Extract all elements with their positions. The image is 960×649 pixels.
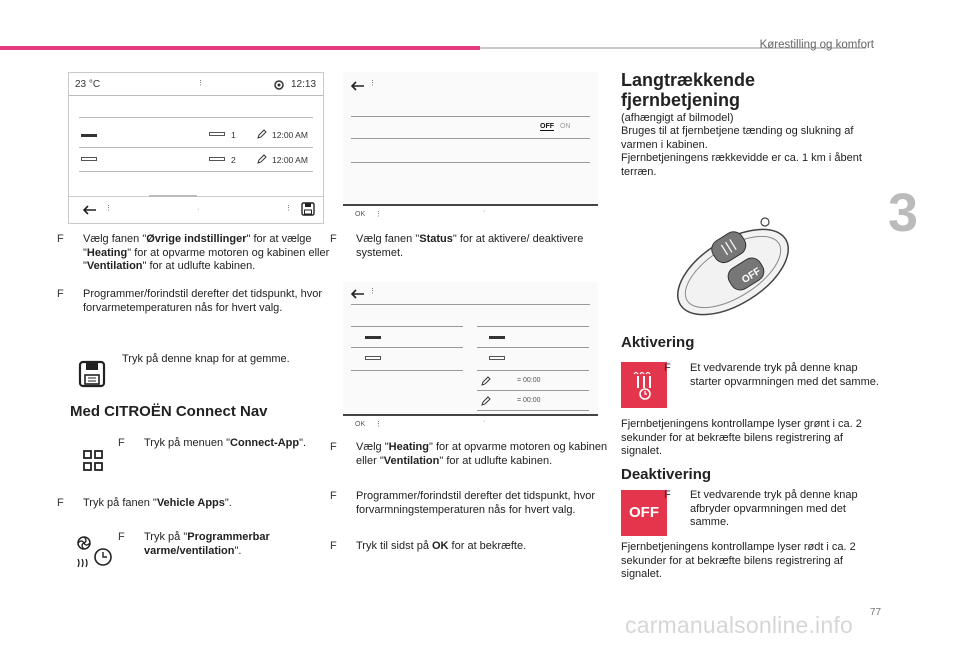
bullet-icon: F: [330, 490, 337, 502]
divider: [79, 171, 313, 172]
chapter-number: 3: [888, 183, 919, 243]
dot-separator: ·: [483, 208, 486, 215]
divider: [477, 410, 589, 411]
program-2-mode[interactable]: [209, 157, 225, 161]
section-title: Kørestilling og komfort: [759, 39, 874, 51]
heading-activation: Aktivering: [621, 334, 695, 351]
watermark: carmanualsonline.info: [625, 612, 853, 638]
instruction-connect-app: F Tryk på menuen "Connect-App".: [118, 437, 307, 449]
menu-dots-icon[interactable]: ⋮: [375, 421, 382, 428]
dot-separator: ·: [483, 418, 486, 425]
heating-ventilation-icon: [74, 533, 114, 569]
menu-dots-icon[interactable]: ⋮: [369, 80, 376, 87]
screen-footer: [343, 414, 598, 434]
divider: [351, 162, 590, 163]
deactivation-lamp-note: Fjernbetjeningens kontrollampe lyser rødt i ca. 2 sekunder for at bekræfte bilens registrering af signalet.: [621, 541, 856, 580]
settings-gear-icon[interactable]: [273, 79, 285, 91]
program-1-toggle[interactable]: [81, 134, 97, 137]
tab-indicator: [149, 195, 197, 197]
program-time-1[interactable]: = 00:00: [517, 377, 541, 384]
edit-pencil-icon[interactable]: [257, 129, 267, 139]
program-1-mode[interactable]: [209, 132, 225, 136]
instruction-program-preheat: F Programmer/forindstil derefter det tidspunkt, hvor forvarmningstemperaturen nås for hvert valg.: [330, 490, 596, 516]
instruction-confirm-ok: F Tryk til sidst på OK for at bekræfte.: [330, 540, 527, 552]
page-title: Langtrækkende fjernbetjening: [621, 70, 756, 110]
bullet-icon: F: [664, 489, 671, 501]
connect-app-grid-icon: [83, 450, 103, 472]
off-on-switch[interactable]: [540, 123, 580, 133]
edit-pencil-icon[interactable]: [481, 376, 491, 386]
divider: [351, 138, 590, 139]
divider: [69, 95, 323, 96]
program-1-time[interactable]: 12:00 AM: [272, 130, 308, 140]
back-arrow-icon[interactable]: [351, 80, 365, 92]
temperature-readout: 23 °C: [75, 79, 101, 90]
divider: [79, 147, 313, 148]
screen-body: [343, 72, 598, 204]
divider: [79, 117, 313, 118]
instruction-programmable-heating: F Tryk på "Programmerbar varme/ventilation".: [118, 531, 270, 557]
program-1-number: 1: [231, 130, 236, 140]
remote-off-label: OFF: [740, 265, 763, 286]
bullet-icon: F: [330, 233, 337, 245]
ok-button[interactable]: OK: [355, 421, 366, 428]
screen-footer: [69, 196, 323, 223]
screen-heating-programs: [343, 282, 598, 432]
screen-heating-timer: [68, 72, 324, 224]
divider: [351, 347, 463, 348]
menu-dots-icon[interactable]: ⋮: [105, 205, 112, 212]
bullet-icon: F: [57, 288, 64, 300]
divider: [351, 116, 590, 117]
screen-body: [343, 282, 598, 414]
ventilation-program-2[interactable]: [489, 356, 505, 360]
program-time-2[interactable]: = 00:00: [517, 397, 541, 404]
divider: [477, 370, 589, 371]
bullet-icon: F: [57, 497, 64, 509]
ok-button[interactable]: OK: [355, 211, 366, 218]
page-number: 77: [870, 607, 882, 618]
intro-model-note: (afhængigt af bilmodel): [621, 112, 734, 124]
ventilation-program-1[interactable]: [489, 336, 505, 339]
bullet-icon: F: [330, 540, 337, 552]
bullet-icon: F: [330, 441, 337, 453]
divider: [477, 326, 589, 327]
heating-off-icon: OFF: [621, 490, 667, 536]
program-2-number: 2: [231, 155, 236, 165]
menu-dots-icon[interactable]: ⋮: [369, 288, 376, 295]
divider: [351, 370, 463, 371]
dot-separator: ·: [197, 206, 200, 213]
menu-dots-icon[interactable]: ⋮: [197, 80, 204, 87]
heating-program-2[interactable]: [365, 356, 381, 360]
bullet-icon: F: [118, 437, 125, 449]
intro-range: Fjernbetjeningens rækkevidde er ca. 1 km i åbent terræn.: [621, 152, 862, 178]
divider: [477, 347, 589, 348]
divider: [477, 390, 589, 391]
switch-off-label: OFF: [540, 123, 554, 130]
instruction-vehicle-apps: F Tryk på fanen "Vehicle Apps".: [57, 497, 232, 509]
clock-readout: 12:13: [291, 79, 317, 90]
back-arrow-icon[interactable]: [83, 204, 97, 216]
instruction-program-time: F Programmer/forindstil derefter det tidspunkt, hvor forvarmetemperaturen nås for hvert valg.: [57, 288, 323, 314]
activation-instruction: F Et vedvarende tryk på denne knap starter opvarmningen med det samme.: [664, 362, 879, 388]
divider: [351, 304, 590, 305]
program-2-toggle[interactable]: [81, 157, 97, 161]
save-instruction: Tryk på denne knap for at gemme.: [122, 353, 290, 365]
header-accent-bar: [0, 46, 480, 50]
back-arrow-icon[interactable]: [351, 288, 365, 300]
heating-program-1[interactable]: [365, 336, 381, 339]
instruction-select-heating: F Vælg "Heating" for at opvarme motoren og kabinen eller "Ventilation" for at udlufte kabinen.: [330, 441, 608, 467]
section-heading-connect-nav: Med CITROËN Connect Nav: [70, 403, 268, 420]
program-2-time[interactable]: 12:00 AM: [272, 155, 308, 165]
instruction-select-tab: F Vælg fanen "Øvrige indstillinger" for at vælge "Heating" for at opvarme motoren og kabinen eller "Ventilation" for at udlufte kabinen.: [57, 233, 330, 272]
screen-status: [343, 72, 598, 222]
bullet-icon: F: [664, 362, 671, 374]
edit-pencil-icon[interactable]: [481, 396, 491, 406]
save-icon: [78, 360, 106, 388]
bullet-icon: F: [118, 531, 125, 543]
menu-dots-icon[interactable]: ⋮: [375, 211, 382, 218]
divider: [351, 326, 463, 327]
instruction-status-tab: F Vælg fanen "Status" for at aktivere/ deaktivere systemet.: [330, 233, 584, 259]
bullet-icon: F: [57, 233, 64, 245]
heading-deactivation: Deaktivering: [621, 466, 712, 483]
intro-purpose: Bruges til at fjernbetjene tænding og slukning af varmen i kabinen.: [621, 125, 854, 151]
switch-on-label: ON: [559, 123, 571, 130]
remote-control-image: [668, 212, 798, 322]
activation-lamp-note: Fjernbetjeningens kontrollampe lyser grønt i ca. 2 sekunder for at bekræfte bilens registrering af signalet.: [621, 418, 862, 457]
menu-dots-icon[interactable]: ⋮: [285, 205, 292, 212]
edit-pencil-icon[interactable]: [257, 154, 267, 164]
screen-footer: [343, 204, 598, 224]
heating-on-icon: [621, 362, 667, 408]
save-icon[interactable]: [301, 202, 315, 216]
deactivation-instruction: F Et vedvarende tryk på denne knap afbryder opvarmningen med det samme.: [664, 489, 858, 528]
